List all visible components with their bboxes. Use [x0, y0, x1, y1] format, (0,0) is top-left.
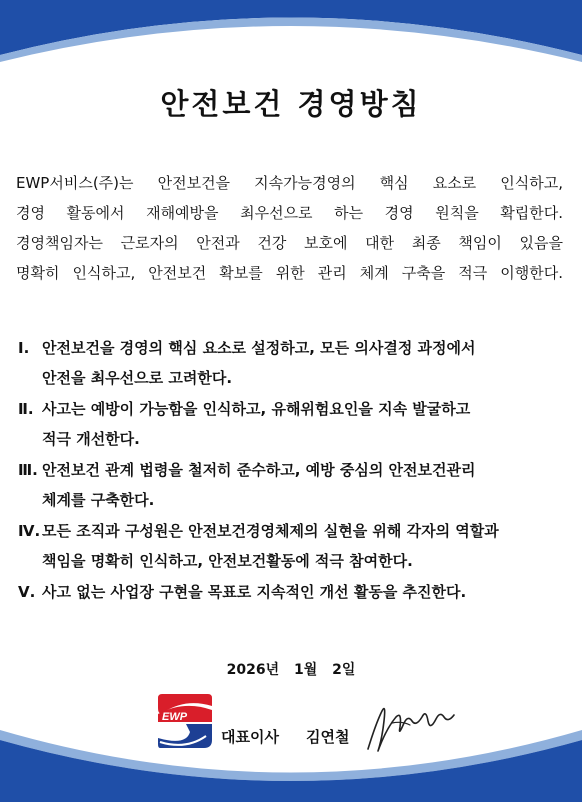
policy-item: [18, 577, 558, 607]
policy-text: 안전보건을 경영의 핵심 요소로 설정하고, 모든 의사결정 과정에서: [42, 339, 476, 357]
policy-item: [18, 455, 558, 515]
intro-line: 경영 활동에서 재해예방을 최우선으로 하는 경영 원칙을 확립한다.: [16, 204, 563, 222]
representative-name: 김연철: [306, 728, 350, 746]
representative-title: 대표이사: [221, 728, 279, 746]
intro-paragraph: [16, 168, 563, 288]
document-title: 안전보건 경영방침: [160, 87, 422, 121]
document-date: 2026년 1월 2일: [226, 662, 356, 678]
intro-line: EWP서비스(주)는 안전보건을 지속가능경영의 핵심 요소로 인식하고,: [16, 174, 563, 192]
policy-text: 모든 조직과 구성원은 안전보건경영체제의 실현을 위해 각자의 역할과: [42, 522, 499, 540]
policy-text: 안전보건 관계 법령을 철저히 준수하고, 예방 중심의 안전보건관리: [42, 461, 476, 479]
policy-number: Ⅱ.: [18, 400, 34, 418]
policy-item: [18, 333, 558, 393]
bottom-border-outer: [0, 740, 582, 802]
policy-item: [18, 516, 558, 576]
policy-text: 사고는 예방이 가능함을 인식하고, 유해위험요인을 지속 발굴하고: [42, 400, 471, 418]
intro-line: 경영책임자는 근로자의 안전과 건강 보호에 대한 최종 책임이 있음을: [16, 234, 563, 252]
top-border-outer: [0, 0, 582, 55]
policy-text: 책임을 명확히 인식하고, 안전보건활동에 적극 참여한다.: [42, 552, 413, 570]
policy-text: 적극 개선한다.: [42, 430, 140, 448]
intro-line: 명확히 인식하고, 안전보건 확보를 위한 관리 체계 구축을 적극 이행한다.: [16, 264, 563, 282]
policy-text: 체계를 구축한다.: [42, 491, 155, 509]
ewp-logo-icon: [156, 692, 214, 750]
policy-text: 사고 없는 사업장 구현을 목표로 지속적인 개선 활동을 추진한다.: [42, 583, 467, 601]
policy-text: 안전을 최우선으로 고려한다.: [42, 369, 233, 387]
policy-number: Ⅴ.: [18, 583, 36, 601]
policy-number: Ⅰ.: [18, 339, 30, 357]
policy-list: [18, 333, 558, 608]
signature-icon: [362, 693, 462, 755]
logo-text: EWP: [162, 711, 188, 723]
policy-number: Ⅲ.: [18, 461, 38, 479]
policy-item: [18, 394, 558, 454]
policy-number: Ⅳ.: [18, 522, 41, 540]
